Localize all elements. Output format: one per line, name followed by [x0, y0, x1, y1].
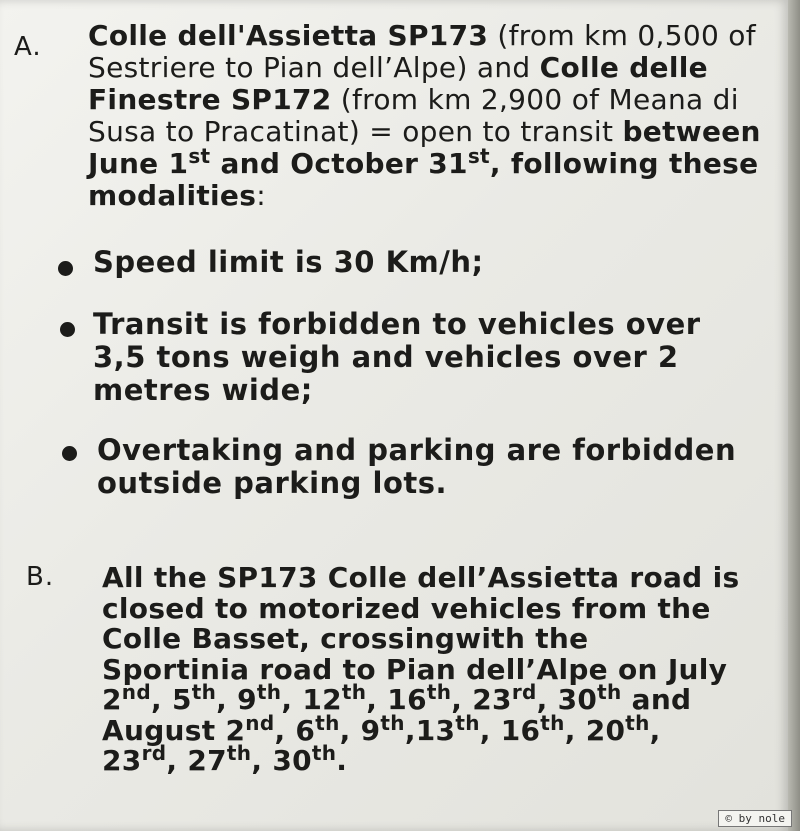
august-date: , 27: [166, 744, 227, 777]
photo-credit: © by nole: [718, 810, 792, 827]
july-date: , 12: [281, 683, 342, 716]
august-date-suffix: th: [455, 710, 480, 735]
closure-text: All the SP173 Colle dell’Assietta road is closed to motorized vehicles from the Colle Basset, crossingwith the Sportinia road to Pian dell’Alpe on July: [102, 561, 740, 686]
july-date: , 23: [451, 683, 512, 716]
period-post: , following these modalities: [88, 147, 759, 212]
period-end: and October 31: [210, 147, 468, 180]
august-date-suffix: th: [540, 710, 565, 735]
august-label: and August: [102, 683, 692, 747]
july-date: , 16: [366, 683, 427, 716]
august-date-suffix: nd: [245, 710, 275, 735]
section-a-paragraph: [88, 20, 768, 212]
july-date: , 5: [150, 683, 192, 716]
period-start: between June 1: [88, 115, 761, 180]
august-date-suffix: th: [315, 710, 340, 735]
august-date: , 9: [339, 713, 381, 747]
august-date-suffix: th: [380, 710, 405, 735]
period-colon: :: [256, 179, 266, 212]
july-date: , 9: [216, 683, 257, 716]
august-date: , 23: [102, 713, 661, 777]
july-date-suffix: th: [341, 680, 367, 704]
closure-end: .: [336, 744, 348, 777]
bullet-overtaking: Overtaking and parking are forbidden outside parking lots.: [97, 433, 737, 500]
august-date-suffix: th: [625, 710, 650, 735]
august-date-suffix: th: [226, 741, 252, 765]
period-end-sup: st: [467, 144, 490, 168]
august-date: , 16: [479, 713, 541, 747]
bullet-dot-1: [58, 261, 73, 276]
road-2-range: (from km 2,900 of Meana di Susa to Pracatinat) = open to transit: [88, 83, 739, 148]
period-start-sup: st: [188, 144, 211, 168]
bullet-transit: Transit is forbidden to vehicles over 3,5 tons weigh and vehicles over 2 metres wide;: [93, 307, 701, 407]
august-date: , 30: [251, 744, 312, 777]
july-date-suffix: th: [597, 680, 622, 704]
section-b-letter: B.: [26, 562, 55, 592]
road-2-name: Colle delle Finestre SP172: [88, 51, 708, 116]
bullet-speed-limit: Speed limit is 30 Km/h;: [93, 245, 484, 279]
sign-edge: [788, 0, 800, 831]
bullet-dot-3: [62, 446, 77, 461]
july-date: , 30: [536, 683, 598, 716]
august-date: , 6: [274, 713, 316, 747]
road-1-range: (from km 0,500 of Sestriere to Pian dell’Alpe) and: [88, 19, 756, 84]
bullet-dot-2: [60, 322, 75, 337]
july-date-suffix: th: [256, 680, 282, 704]
section-b-paragraph: [102, 563, 742, 777]
august-date: 2: [225, 713, 246, 747]
august-date: , 20: [564, 713, 626, 747]
august-date: ,13: [404, 713, 456, 747]
july-date: 2: [102, 683, 122, 716]
july-date-suffix: nd: [121, 680, 151, 704]
section-a-letter: A.: [14, 32, 42, 62]
august-date-suffix: rd: [141, 741, 167, 765]
july-date-suffix: th: [426, 680, 452, 704]
august-date-suffix: th: [311, 741, 337, 765]
road-1-name: Colle dell'Assietta SP173: [88, 19, 489, 52]
july-date-suffix: th: [191, 680, 217, 704]
july-date-suffix: rd: [511, 680, 537, 704]
